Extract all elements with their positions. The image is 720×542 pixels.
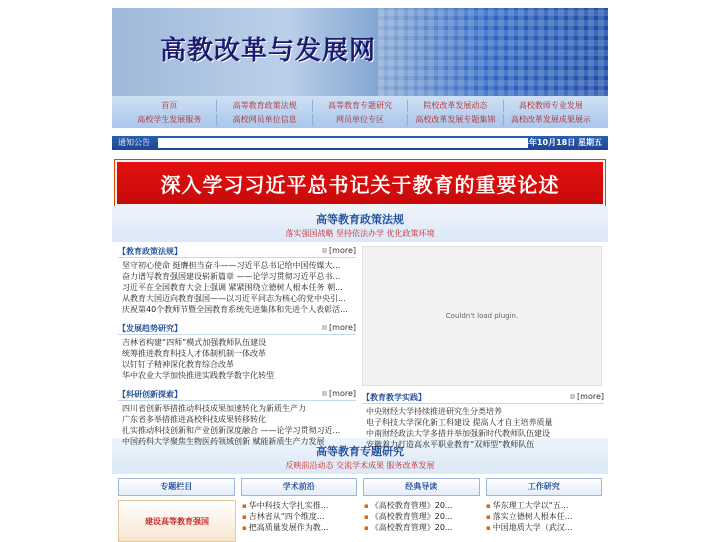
more-link[interactable]: [more] bbox=[322, 323, 356, 332]
list-item[interactable]: ▪ 华东理工大学以“五... bbox=[486, 500, 602, 511]
more-link[interactable]: [more] bbox=[570, 392, 604, 401]
nav-reform-news[interactable]: 院校改革发展动态 bbox=[408, 100, 503, 112]
list-item[interactable]: 中央财经大学持续推进研究生分类培养 bbox=[366, 407, 502, 416]
research-tab-body bbox=[118, 500, 602, 542]
list-item[interactable]: 从教育大国迈向教育强国——以习近平同志为核心的党中央引... bbox=[122, 294, 346, 303]
list-item[interactable]: 奋力谱写教育强国建设崭新篇章 ——论学习贯彻习近平总书... bbox=[122, 272, 341, 281]
section-subtitle: 落实强国战略 坚持依法办学 优化政策环境 bbox=[285, 229, 435, 238]
box-title[interactable]: 【发展趋势研究】 bbox=[118, 324, 182, 333]
notice-ticker[interactable] bbox=[158, 138, 528, 148]
box-title[interactable]: 【教育教学实践】 bbox=[362, 393, 426, 402]
notice-bar bbox=[112, 136, 608, 150]
section-title: 高等教育政策法规 bbox=[316, 213, 404, 226]
policy-section-header bbox=[112, 206, 608, 242]
list-item[interactable]: 扎实推动科技创新和产业创新深度融合 ——论学习贯彻习近... bbox=[122, 426, 341, 435]
nav-home[interactable]: 首页 bbox=[122, 100, 217, 112]
list-item[interactable]: ▪ 《高校教育管理》20... bbox=[364, 500, 480, 511]
nav-row-1 bbox=[122, 100, 598, 112]
nav-topic-research[interactable]: 高等教育专题研究 bbox=[313, 100, 408, 112]
list-item[interactable]: 四川省创新举措推动科技成果加速转化为新质生产力 bbox=[122, 404, 306, 413]
feature-banner[interactable]: 深入学习习近平总书记关于教育的重要论述 bbox=[115, 160, 605, 206]
more-link[interactable]: [more] bbox=[322, 246, 356, 255]
left-column bbox=[118, 246, 356, 455]
list-item[interactable]: 中南财经政法大学多措并举加强新时代教师队伍建设 bbox=[366, 429, 550, 438]
list-item[interactable]: ▪ 落实立德树人根本任... bbox=[486, 511, 602, 522]
plugin-placeholder[interactable]: Couldn't load plugin. bbox=[362, 246, 602, 386]
frontier-list bbox=[242, 500, 358, 542]
list-item[interactable]: 以钉钉子精神深化教育综合改革 bbox=[122, 360, 234, 369]
nav-teacher-development[interactable]: 高校教师专业发展 bbox=[518, 101, 583, 110]
tab-academic-frontier[interactable]: 学术前沿 bbox=[241, 478, 358, 496]
classics-list bbox=[364, 500, 480, 542]
nav-policy-laws[interactable]: 高等教育政策法规 bbox=[217, 100, 312, 112]
list-item[interactable]: 华中农业大学加快推进实践教学数字化转型 bbox=[122, 371, 274, 380]
trend-box bbox=[118, 323, 356, 381]
list-item[interactable]: ▪ 吉林省从“四个维度... bbox=[242, 511, 358, 522]
list-item[interactable]: 中国药科大学聚焦生物医药领域创新 赋能新质生产力发展 bbox=[122, 437, 325, 446]
main-navigation bbox=[112, 96, 608, 128]
right-column bbox=[362, 246, 604, 458]
tab-classic-reading[interactable]: 经典导读 bbox=[363, 478, 480, 496]
nav-member-info[interactable]: 高校网员单位信息 bbox=[217, 114, 312, 126]
list-item[interactable]: ▪ 《高校教育管理》20... bbox=[364, 511, 480, 522]
list-item[interactable]: 统筹推进教育科技人才体制机制一体改革 bbox=[122, 349, 266, 358]
page-container bbox=[112, 8, 608, 542]
list-item[interactable]: ▪ 中国地质大学（武汉... bbox=[486, 522, 602, 533]
practice-box bbox=[362, 392, 604, 450]
section-subtitle: 反映前沿动态 交流学术成果 服务改革发展 bbox=[285, 461, 435, 470]
site-banner bbox=[112, 8, 608, 96]
list-item[interactable]: ▪ 华中科技大学扎实推... bbox=[242, 500, 358, 511]
nav-row-2 bbox=[122, 114, 598, 126]
list-item[interactable]: ▪ 把高质量发展作为教... bbox=[242, 522, 358, 533]
list-item[interactable]: 庆祝第40个教师节暨全国教育系统先进集体和先进个人表彰活... bbox=[122, 305, 348, 314]
tab-topic-columns[interactable]: 专题栏目 bbox=[118, 478, 235, 496]
nav-student-services[interactable]: 高校学生发展服务 bbox=[122, 114, 217, 126]
nav-topic-collection[interactable]: 高校改革发展专题集锦 bbox=[408, 114, 503, 126]
current-date: 2024年10月18日 星期五 bbox=[506, 138, 602, 147]
policy-area bbox=[112, 242, 608, 449]
work-list bbox=[486, 500, 602, 542]
notice-label[interactable]: 通知公告 bbox=[118, 138, 150, 147]
topic-column-link[interactable]: 建设高等教育强国 bbox=[118, 500, 236, 542]
box-title[interactable]: 【教育政策法规】 bbox=[118, 247, 182, 256]
policy-box bbox=[118, 246, 356, 315]
innovation-box bbox=[118, 389, 356, 447]
tab-work-research[interactable]: 工作研究 bbox=[486, 478, 603, 496]
list-item[interactable]: 习近平在全国教育大会上强调 紧紧围绕立德树人根本任务 朝... bbox=[122, 283, 343, 292]
list-item[interactable]: 吉林省构建“四师”模式加强教师队伍建设 bbox=[122, 338, 267, 347]
list-item[interactable]: ▪ 《高校教育管理》20... bbox=[364, 522, 480, 533]
nav-achievements[interactable]: 高校改革发展成果展示 bbox=[510, 115, 591, 124]
research-tabs bbox=[118, 478, 602, 496]
banner-decoration bbox=[378, 8, 608, 96]
section-title: 高等教育专题研究 bbox=[316, 445, 404, 458]
list-item[interactable]: 坚守初心使命 挺膺担当奋斗——习近平总书记给中国传媒大... bbox=[122, 261, 341, 270]
more-link[interactable]: [more] bbox=[322, 389, 356, 398]
list-item[interactable]: 电子科技大学深化新工科建设 提高人才自主培养质量 bbox=[366, 418, 553, 427]
nav-member-zone[interactable]: 网员单位专区 bbox=[313, 114, 408, 126]
list-item[interactable]: 安徽着力打造高水平职业教育“双师型”教师队伍 bbox=[366, 440, 535, 449]
site-title: 高教改革与发展网 bbox=[160, 36, 377, 66]
box-title[interactable]: 【科研创新探索】 bbox=[118, 390, 182, 399]
list-item[interactable]: 广东省多举措推进高校科技成果转移转化 bbox=[122, 415, 266, 424]
